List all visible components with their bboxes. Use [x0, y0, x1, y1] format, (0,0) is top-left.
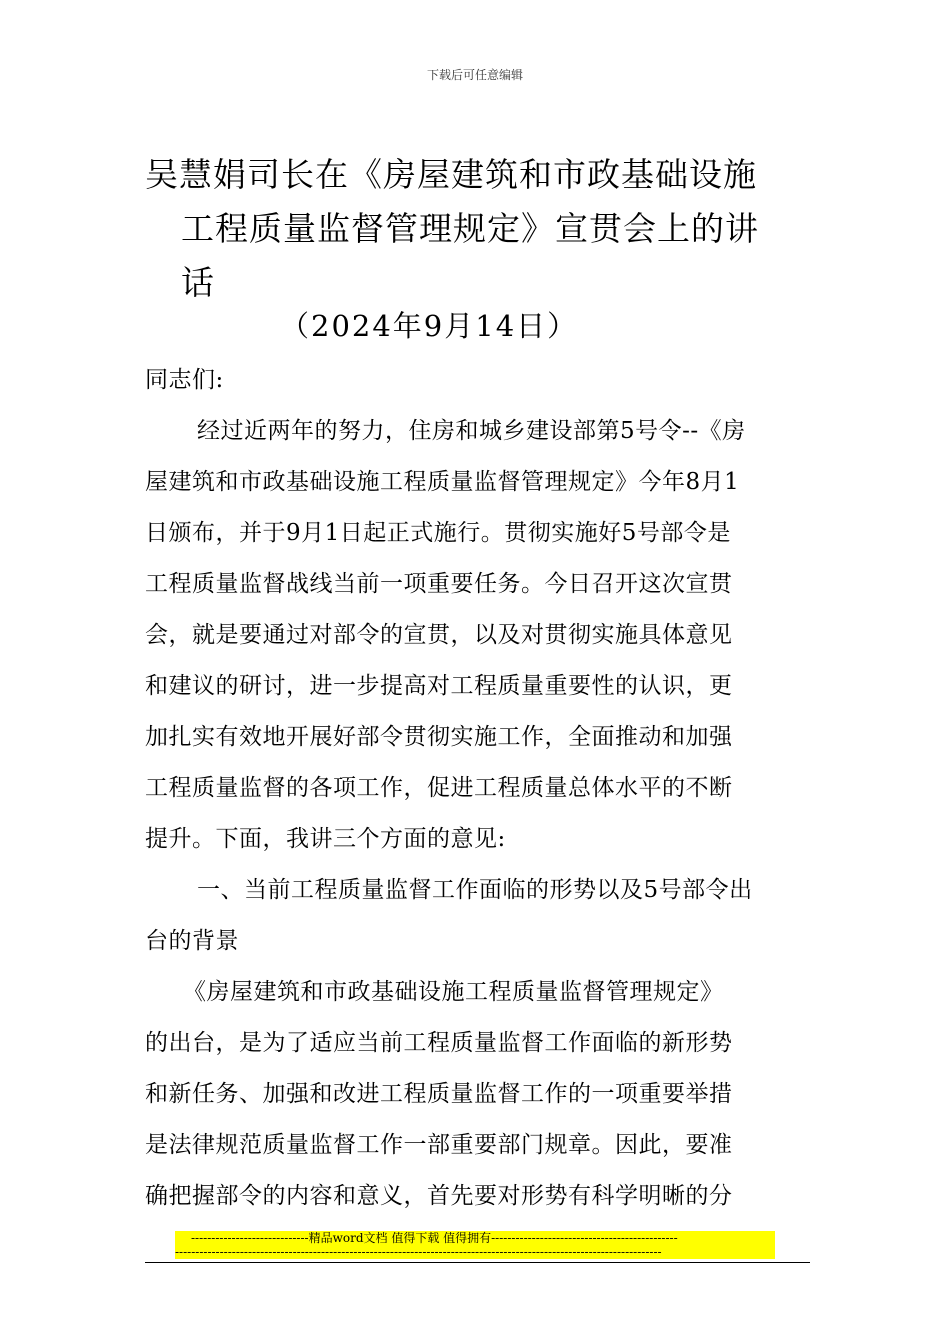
- text-line: 日颁布，并于9月1日起正式施行。贯彻实施好5号部令是: [145, 520, 731, 546]
- document-body: [145, 355, 810, 1222]
- text-line: 提升。下面，我讲三个方面的意见:: [145, 826, 506, 852]
- footer-banner: [175, 1231, 775, 1259]
- text-line: 一、当前工程质量监督工作面临的形势以及5号部令出: [197, 877, 753, 903]
- text-line: 确把握部令的内容和意义，首先要对形势有科学明晰的分: [145, 1183, 733, 1209]
- header-note: 下载后可任意编辑: [426, 68, 523, 82]
- paragraph-2: [145, 967, 810, 1222]
- footer-banner-row-1: -----------------------------精品word文档 值得下载 值得拥有----------------------------------------------: [191, 1231, 678, 1245]
- text-line: 工程质量监督的各项工作，促进工程质量总体水平的不断: [145, 775, 733, 801]
- title-line-1: 吴慧娟司长在《房屋建筑和市政基础设施: [145, 155, 757, 194]
- paragraph-1: [145, 406, 810, 865]
- salutation: 同志们:: [145, 367, 224, 393]
- title-line-2: 工程质量监督管理规定》宣贯会上的讲: [181, 209, 759, 248]
- section-1-heading: [145, 865, 810, 967]
- text-line: 《房屋建筑和市政基础设施工程质量监督管理规定》: [183, 979, 724, 1005]
- text-line: 台的背景: [145, 928, 239, 954]
- text-line: 屋建筑和市政基础设施工程质量监督管理规定》今年8月1: [145, 469, 740, 495]
- title-line-3: 话: [181, 263, 215, 302]
- text-line: 工程质量监督战线当前一项重要任务。今日召开这次宣贯: [145, 571, 733, 597]
- text-line: 是法律规范质量监督工作一部重要部门规章。因此，要准: [145, 1132, 733, 1158]
- document-title: [145, 148, 815, 310]
- text-line: 和建议的研讨，进一步提高对工程质量重要性的认识，更: [145, 673, 733, 699]
- footer-divider: [145, 1262, 810, 1263]
- text-line: 和新任务、加强和改进工程质量监督工作的一项重要举措: [145, 1081, 733, 1107]
- text-line: 的出台，是为了适应当前工程质量监督工作面临的新形势: [145, 1030, 733, 1056]
- footer-banner-row-2: ------------------------------------------------------------------------------------------------------------------------: [175, 1245, 662, 1259]
- text-line: 经过近两年的努力，住房和城乡建设部第5号令--《房: [197, 418, 746, 444]
- text-line: 加扎实有效地开展好部令贯彻实施工作，全面推动和加强: [145, 724, 733, 750]
- text-line: 会，就是要通过对部令的宣贯，以及对贯彻实施具体意见: [145, 622, 733, 648]
- speech-date: （2024年9月14日）: [280, 309, 579, 343]
